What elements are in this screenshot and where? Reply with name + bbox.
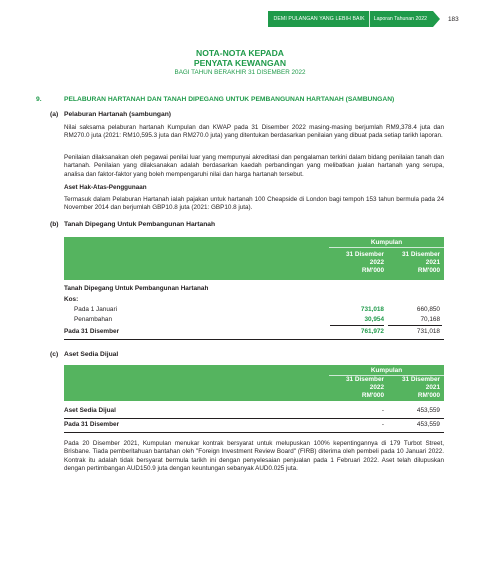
total-label: Pada 31 Disember <box>64 328 120 335</box>
part-c-table-header <box>64 365 444 401</box>
section-title: PELABURAN HARTANAH DAN TANAH DIPEGANG UNTUK PEMBANGUNAN HARTANAH (SAMBUNGAN) <box>64 96 395 103</box>
total-label: Pada 31 Disember <box>64 421 120 428</box>
row-value-2021: 70,168 <box>420 316 440 323</box>
total-value-2022: - <box>381 421 384 428</box>
total-value-2022: 761,972 <box>360 328 384 335</box>
part-c-col-2021 <box>384 376 440 400</box>
page-header-bar <box>268 11 480 27</box>
part-c-group-label: Kumpulan <box>329 367 444 376</box>
part-a-paragraph-1: Nilai saksama pelaburan hartanah Kumpulan dan KWAP pada 31 Disember 2022 masing-masing berjumlah RM9,378.4 juta dan RM270.0 juta (2021: RM10,595.3 juta dan RM270.0 juta) yang ditentukan berdasarkan penilaian yang dibuat pada setiap tarikh laporan. <box>64 124 444 140</box>
total-value-2021: 731,018 <box>416 328 440 335</box>
table-section-title: Tanah Dipegang Untuk Pembangunan Hartanah <box>64 285 209 292</box>
col-header-line: 2022 <box>369 259 384 266</box>
part-c-label: (c) <box>50 351 59 358</box>
header-section-label: DEMI PULANGAN YANG LEBIH BAIK <box>268 11 369 27</box>
col-header-line: 2021 <box>425 384 440 391</box>
part-b-table-section-title <box>64 285 444 295</box>
part-b-kos-row <box>64 296 444 306</box>
part-b-label: (b) <box>50 221 59 228</box>
row-label: Pada 1 Januari <box>74 306 117 313</box>
header-arrow-icon <box>433 11 440 27</box>
subtotal-rule <box>330 325 384 326</box>
row-value-2022: 731,018 <box>360 306 384 313</box>
row-rule <box>64 418 444 419</box>
row-value-2021: 453,559 <box>416 407 440 414</box>
part-a-title: Pelaburan Hartanah (sambungan) <box>64 111 172 118</box>
part-b-group-label: Kumpulan <box>329 239 444 248</box>
col-header-line: 31 Disember <box>401 376 440 383</box>
kos-label: Kos: <box>64 296 79 303</box>
col-header-line: RM'000 <box>361 392 384 399</box>
section-number: 9. <box>36 96 42 103</box>
row-value-2022: 30,954 <box>364 316 384 323</box>
col-header-line: RM'000 <box>361 267 384 274</box>
col-header-line: 2022 <box>369 384 384 391</box>
table-row <box>64 306 444 316</box>
page-subtitle: BAGI TAHUN BERAKHIR 31 DISEMBER 2022 <box>174 69 306 76</box>
part-a-paragraph-3: Termasuk dalam Pelaburan Hartanah ialah pajakan untuk hartanah 100 Cheapside di London bagi tempoh 153 tahun bermula pada 24 November 2014 dan berjumlah GBP10.8 juta (2021: GBP10.8 juta). <box>64 196 444 212</box>
part-c-paragraph: Pada 20 Disember 2021, Kumpulan menukar kontrak bersyarat untuk melupuskan 100% kepentingannya di 179 Turbot Street, Brisbane. Tiada pemberitahuan bantahan oleh "Foreign Investment Review Board" (FIRB) diterima oleh pembeli pada 10 Januari 2022. Kontrak itu adalah tidak bersyarat bermula tarikh ini dengan penyelesaian penjualan pada 1 Februari 2022. Aset telah dilupuskan dengan pertimbangan AUD150.9 juta dengan keuntungan sebanyak AUD0.025 juta. <box>64 440 444 473</box>
col-header-line: 2021 <box>425 259 440 266</box>
page-title <box>0 48 480 68</box>
col-header-line: RM'000 <box>417 267 440 274</box>
subtotal-rule <box>388 325 442 326</box>
title-line-2: PENYATA KEWANGAN <box>193 58 287 68</box>
part-c-heading <box>50 351 118 358</box>
total-value-2021: 453,559 <box>416 421 440 428</box>
total-rule <box>64 432 444 433</box>
part-b-table-header <box>64 237 444 280</box>
part-a-subheading: Aset Hak-Atas-Penggunaan <box>64 184 147 191</box>
part-a-label: (a) <box>50 111 59 118</box>
table-total-row <box>64 328 444 338</box>
title-line-1: NOTA-NOTA KEPADA <box>196 48 284 58</box>
section-heading <box>36 96 456 103</box>
row-label: Aset Sedia Dijual <box>64 407 116 414</box>
row-value-2021: 660,850 <box>416 306 440 313</box>
table-row <box>64 316 444 326</box>
col-header-line: 31 Disember <box>345 251 384 258</box>
part-b-col-2021 <box>384 251 440 275</box>
col-header-line: RM'000 <box>417 392 440 399</box>
part-c-title: Aset Sedia Dijual <box>64 351 119 358</box>
part-b-title: Tanah Dipegang Untuk Pembangunan Hartanah <box>64 221 216 228</box>
row-value-2022: - <box>381 407 384 414</box>
part-a-paragraph-2: Penilaian dilaksanakan oleh pegawai penilai luar yang mempunyai akreditasi dan pengalaman terkini dalam bidang penilaian tanah dan hartanah. Penilaian yang dilaksanakan adalah berdasarkan kaedah perbandingan yang melibatkan jualan hartanah yang serupa, analisa dan faktor-faktor yang boleh mempengaruhi nilai dan harga hartanah tersebut. <box>64 154 444 178</box>
part-b-col-2022 <box>328 251 384 275</box>
table-row <box>64 407 444 417</box>
part-b-heading <box>50 221 215 228</box>
part-a-heading <box>50 111 171 118</box>
table-total-row <box>64 421 444 431</box>
col-header-line: 31 Disember <box>345 376 384 383</box>
row-label: Penambahan <box>74 316 113 323</box>
header-report-label: Laporan Tahunan 2022 <box>369 11 433 27</box>
page-number: 183 <box>448 15 459 23</box>
col-header-line: 31 Disember <box>401 251 440 258</box>
total-rule <box>64 339 444 340</box>
part-c-col-2022 <box>328 376 384 400</box>
